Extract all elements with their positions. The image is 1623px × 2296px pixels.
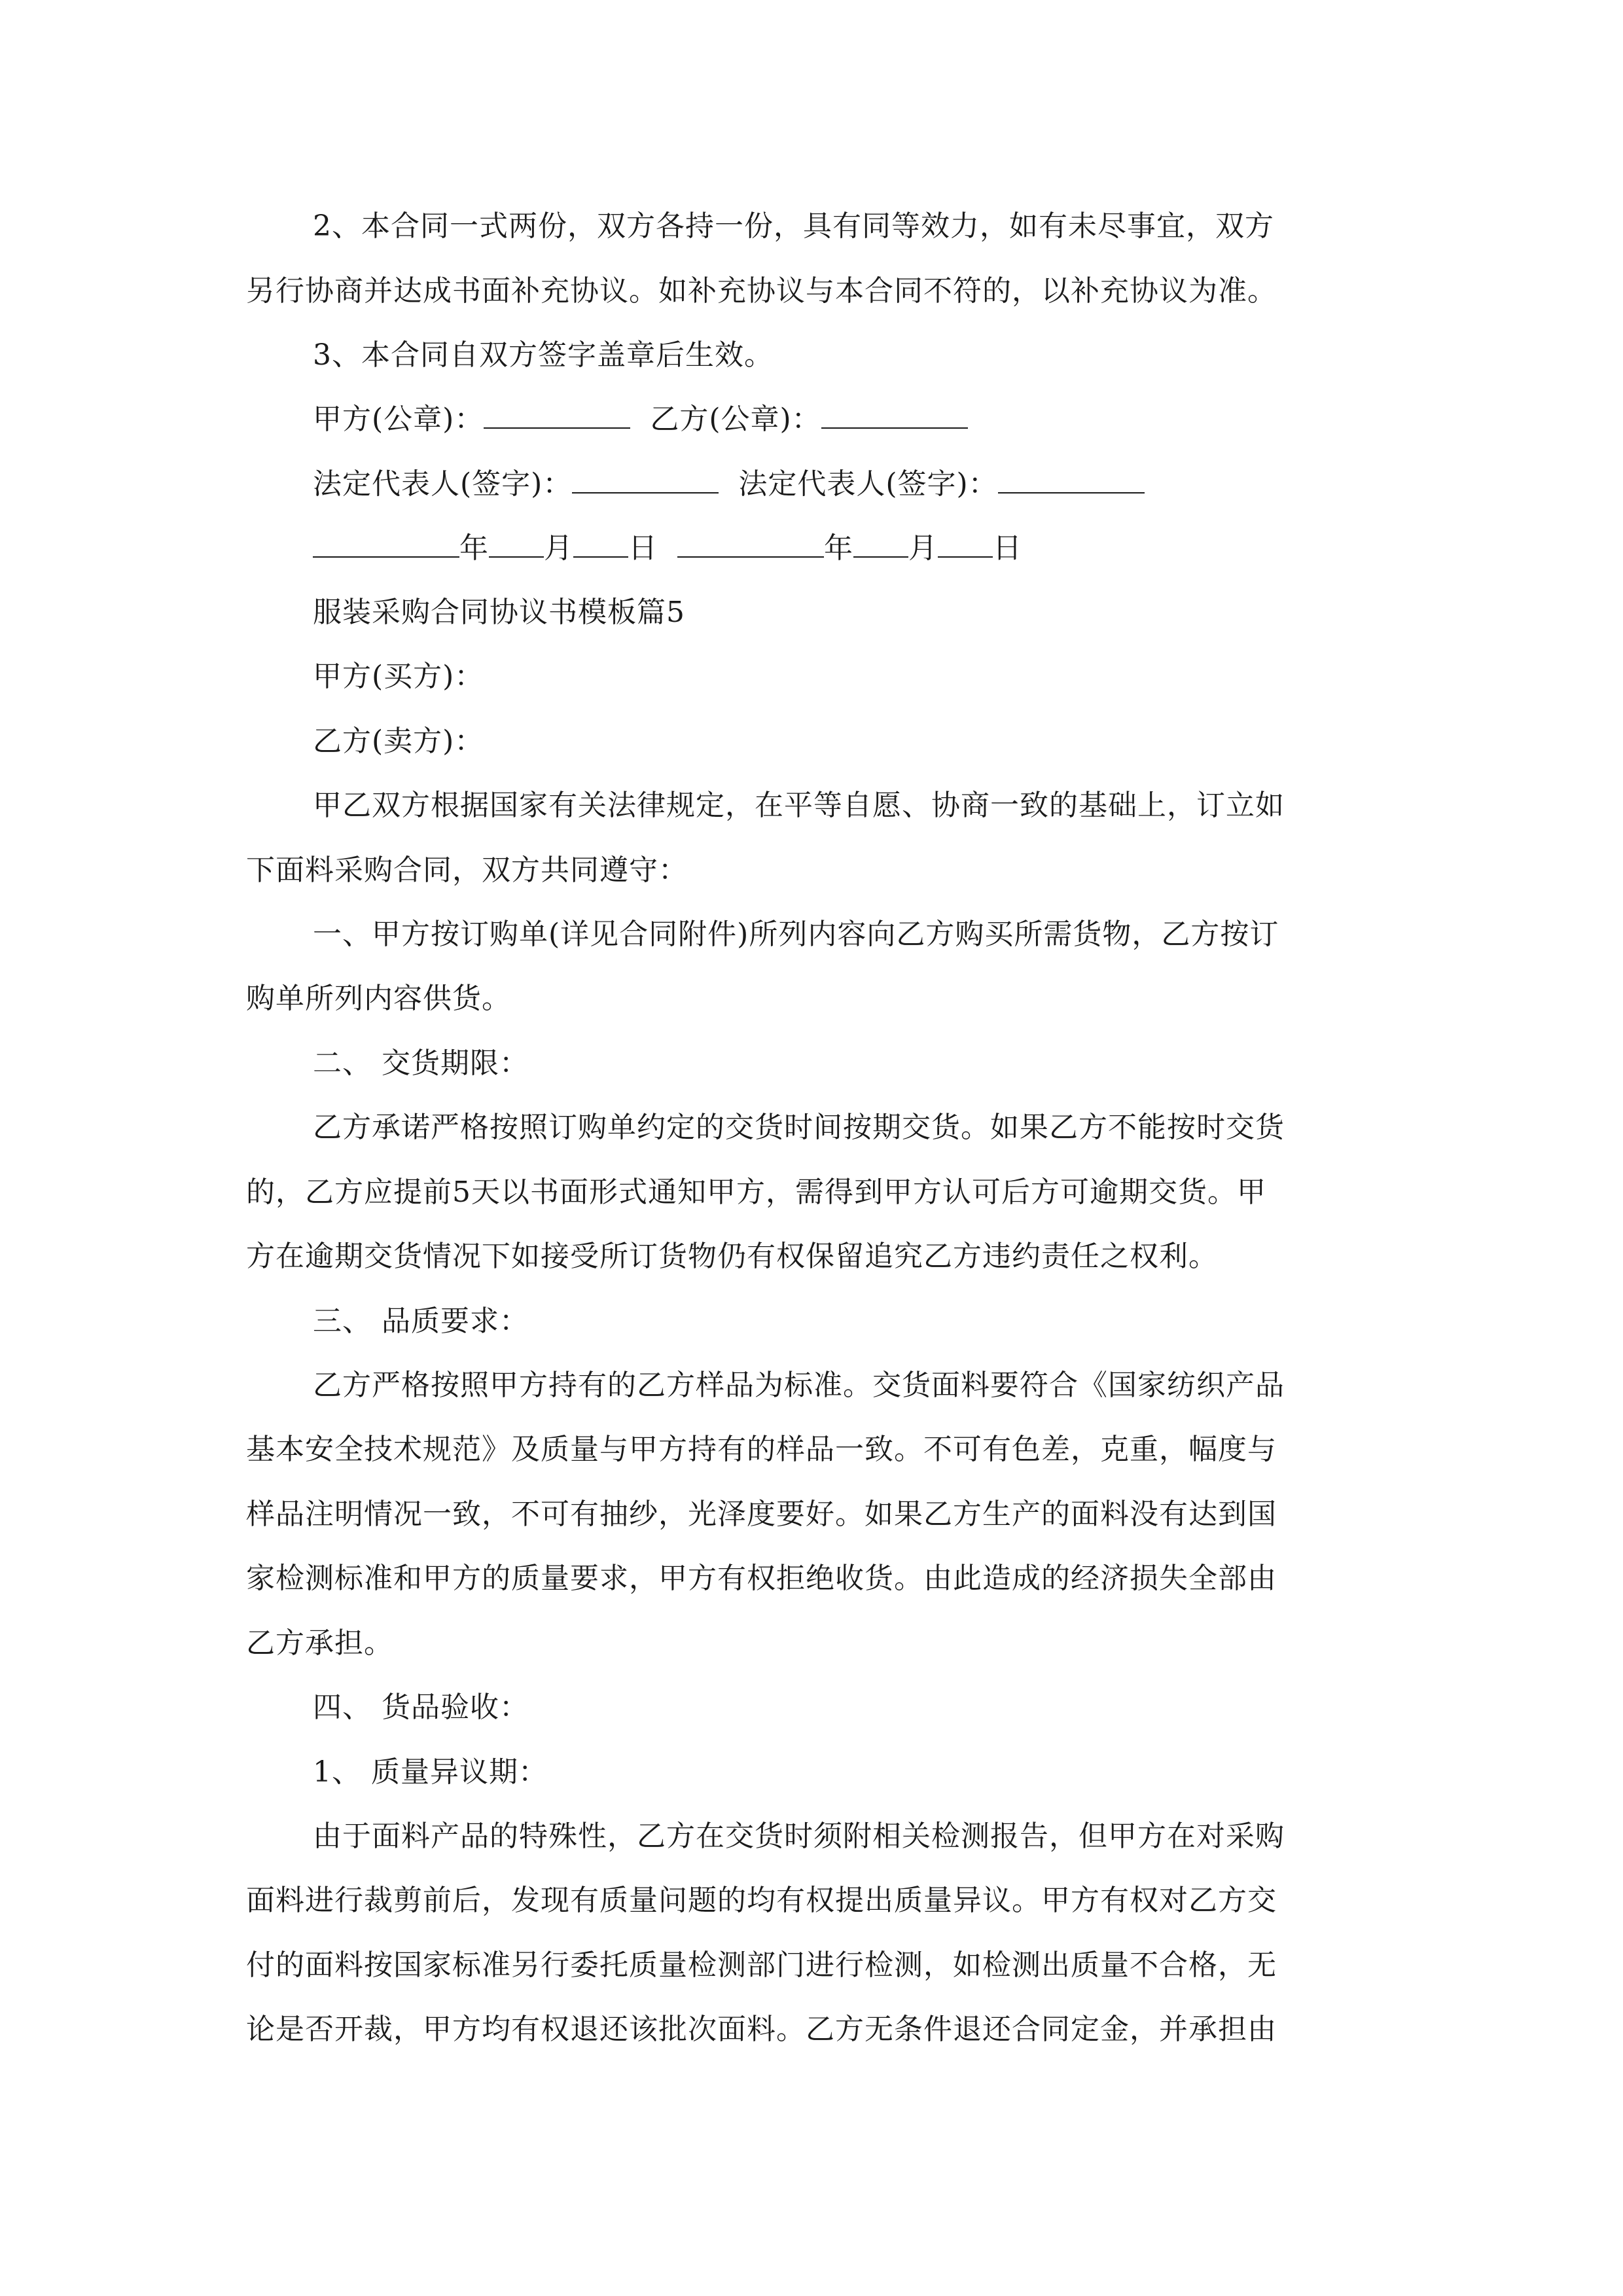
date-b-year: 年: [823, 531, 853, 565]
article-4-line-2: 面料进行裁剪前后，发现有质量问题的均有权提出质量异议。甲方有权对乙方交: [246, 1884, 1277, 1917]
date-a-day-blank: [573, 534, 628, 558]
article-3-heading: 三、 品质要求：: [313, 1304, 529, 1338]
article-3-line-3: 样品注明情况一致，不可有抽纱，光泽度要好。如果乙方生产的面料没有达到国: [246, 1498, 1277, 1531]
date-a-day: 日: [628, 531, 658, 565]
date-b-day: 日: [992, 531, 1022, 565]
party-a-seal-label: 甲方(公章)：: [313, 403, 484, 436]
section-title: 服装采购合同协议书模板篇5: [313, 596, 685, 629]
article-1-line-1: 一、甲方按订购单(详见合同附件)所列内容向乙方购买所需货物，乙方按订: [313, 918, 1279, 951]
signature-seal-row: [313, 401, 968, 438]
date-a-year: 年: [459, 531, 489, 565]
date-a-year-blank: [313, 534, 459, 558]
article-2-line-3: 方在逾期交货情况下如接受所订货物仍有权保留追究乙方违约责任之权利。: [246, 1240, 1218, 1273]
article-3-line-1: 乙方严格按照甲方持有的乙方样品为标准。交货面料要符合《国家纺织产品: [313, 1369, 1285, 1402]
article-2-line-2: 的，乙方应提前5天以书面形式通知甲方，需得到甲方认可后方可逾期交货。甲: [246, 1175, 1266, 1209]
article-4-heading: 四、 货品验收：: [313, 1691, 529, 1724]
article-3-line-4: 家检测标准和甲方的质量要求，甲方有权拒绝收货。由此造成的经济损失全部由: [246, 1562, 1277, 1595]
signature-rep-row: [313, 466, 1145, 503]
party-b-seal-blank: [821, 405, 968, 429]
article-3-line-5: 乙方承担。: [246, 1626, 393, 1660]
rep-a-blank: [572, 470, 719, 493]
party-b-seller: 乙方(卖方)：: [313, 725, 484, 758]
article-4-sub-1: 1、 质量异议期：: [313, 1755, 548, 1789]
article-1-line-2: 购单所列内容供货。: [246, 982, 511, 1015]
signature-date-row: [313, 530, 1022, 567]
clause-3: 3、本合同自双方签字盖章后生效。: [313, 338, 774, 372]
date-b-month-blank: [853, 534, 908, 558]
article-2-heading: 二、 交货期限：: [313, 1047, 529, 1080]
clause-2-line-2: 另行协商并达成书面补充协议。如补充协议与本合同不符的，以补充协议为准。: [246, 274, 1277, 308]
date-b-year-blank: [677, 534, 824, 558]
article-4-line-1: 由于面料产品的特殊性，乙方在交货时须附相关检测报告，但甲方在对采购: [313, 1820, 1285, 1853]
intro-line-1: 甲乙双方根据国家有关法律规定，在平等自愿、协商一致的基础上，订立如: [313, 789, 1285, 822]
article-2-line-1: 乙方承诺严格按照订购单约定的交货时间按期交货。如果乙方不能按时交货: [313, 1111, 1285, 1144]
article-4-line-4: 论是否开裁，甲方均有权退还该批次面料。乙方无条件退还合同定金，并承担由: [246, 2013, 1277, 2046]
rep-b-blank: [998, 470, 1145, 493]
article-3-line-2: 基本安全技术规范》及质量与甲方持有的样品一致。不可有色差，克重，幅度与: [246, 1433, 1277, 1466]
clause-2-line-1: 2、本合同一式两份，双方各持一份，具有同等效力，如有未尽事宜，双方: [313, 209, 1274, 243]
date-a-month: 月: [544, 531, 573, 565]
party-a-buyer: 甲方(买方)：: [313, 660, 484, 693]
date-a-month-blank: [489, 534, 544, 558]
article-4-line-3: 付的面料按国家标准另行委托质量检测部门进行检测，如检测出质量不合格，无: [246, 1948, 1277, 1982]
party-a-seal-blank: [484, 405, 630, 429]
intro-line-2: 下面料采购合同，双方共同遵守：: [246, 853, 688, 887]
party-b-seal-label: 乙方(公章)：: [650, 403, 821, 436]
date-b-month: 月: [908, 531, 938, 565]
date-b-day-blank: [938, 534, 993, 558]
rep-b-label: 法定代表人(签字)：: [738, 467, 998, 501]
rep-a-label: 法定代表人(签字)：: [313, 467, 573, 501]
